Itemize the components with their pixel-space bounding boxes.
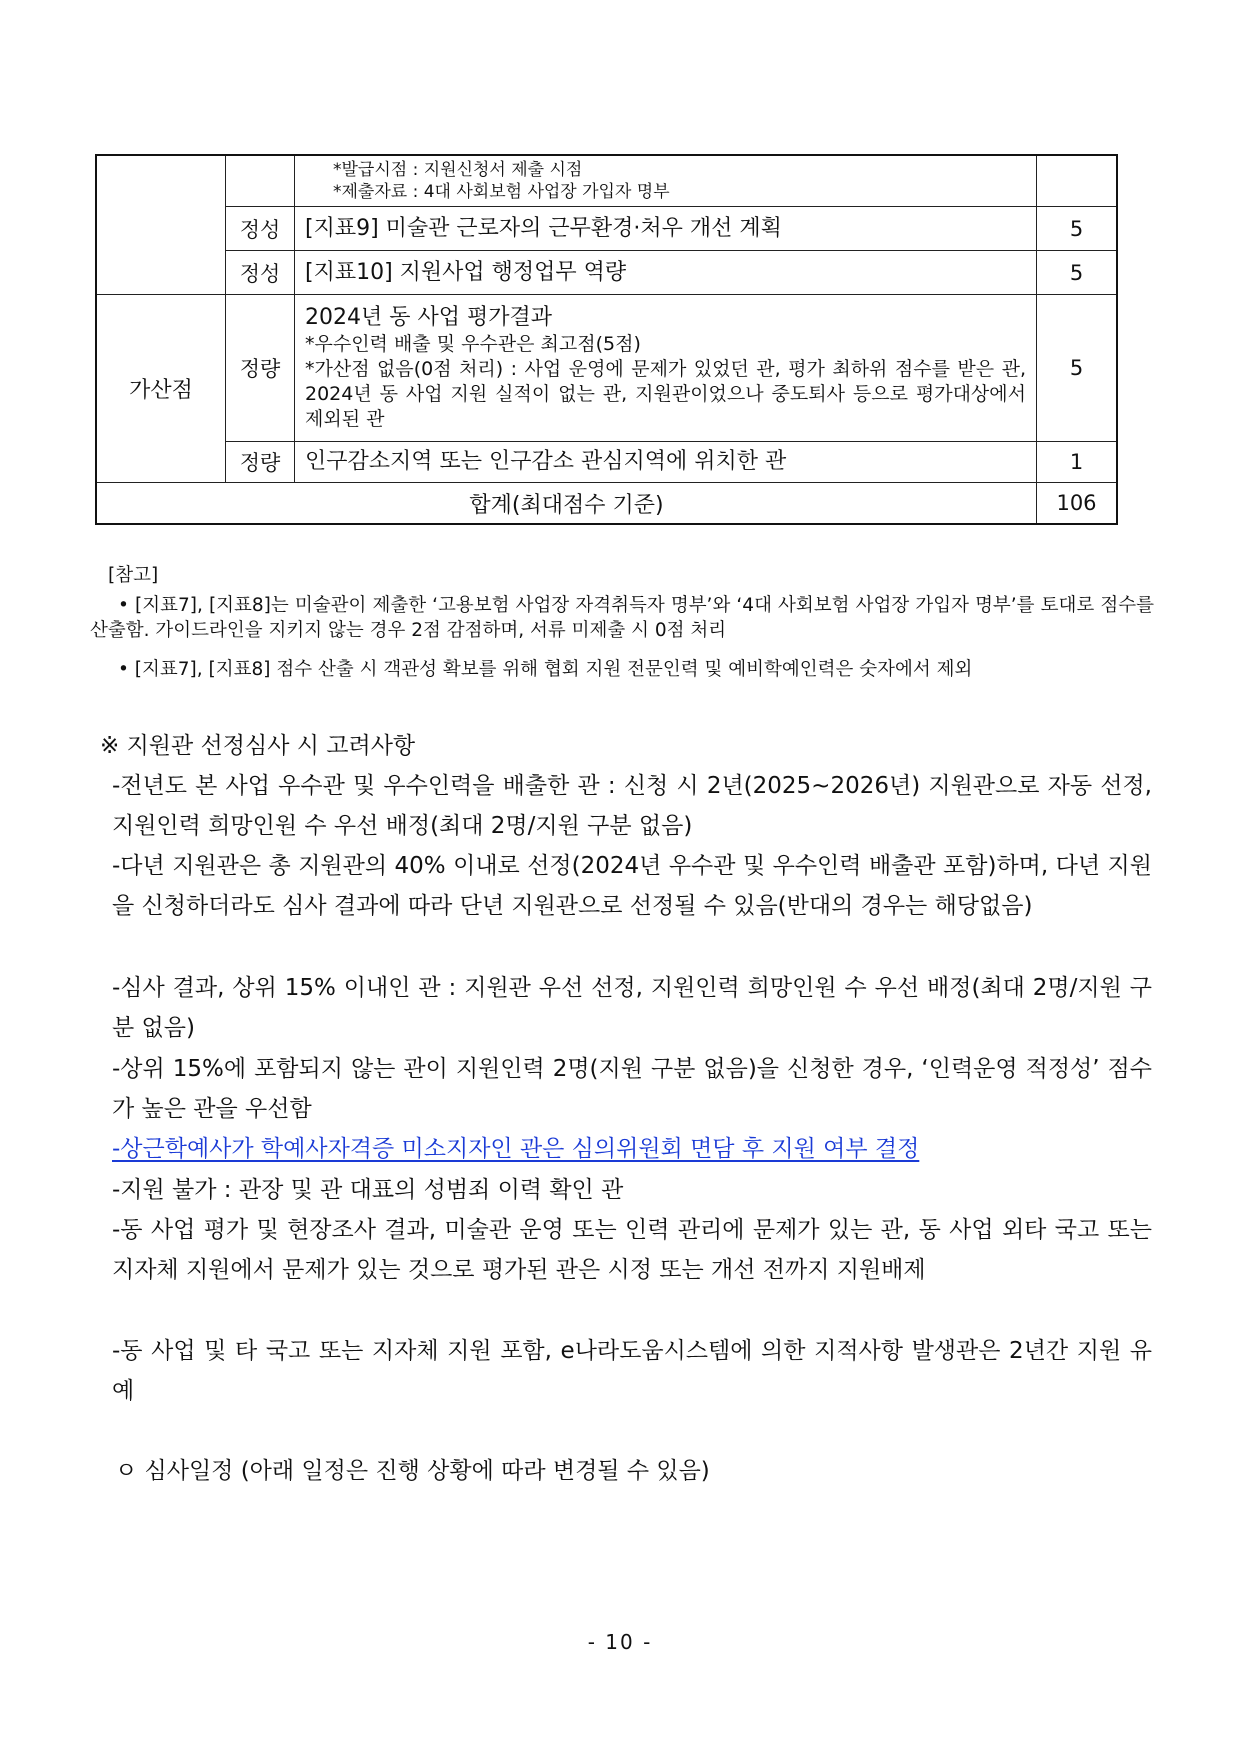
table-row <box>96 442 1117 483</box>
total-row <box>96 483 1117 525</box>
consideration-item: -지원 불가 : 관장 및 관 대표의 성범죄 이력 확인 관 <box>112 1177 624 1203</box>
total-label: 합계(최대점수 기준) <box>96 483 1037 525</box>
desc-cell: [지표10] 지원사업 행정업무 역량 <box>295 251 1037 295</box>
page-number: - 10 - <box>587 1630 653 1654</box>
type-cell: 정성 <box>226 251 295 295</box>
consideration-item: -전년도 본 사업 우수관 및 우수인력을 배출한 관 : 신청 시 2년(2025~2026년) 지원관으로 자동 선정, 지원인력 희망인원 수 우선 배정(최대 2명/지원 구분 없음) <box>112 773 1152 839</box>
consideration-item: -동 사업 및 타 국고 또는 지자체 지원 포함, e나라도움시스템에 의한 지적사항 발생관은 2년간 지원 유예 <box>112 1338 1152 1404</box>
consideration-item: -상위 15%에 포함되지 않는 관이 지원인력 2명(지원 구분 없음)을 신청한 경우, ‘인력운영 적정성’ 점수가 높은 관을 우선함 <box>112 1056 1152 1122</box>
table-row <box>96 155 1117 207</box>
reference-item: • [지표7], [지표8]는 미술관이 제출한 ‘고용보험 사업장 자격취득자 명부’와 ‘4대 사회보험 사업장 가입자 명부’를 토대로 점수를 산출함. 가이드라인을 지키지 않는 경우 2점 감점하며, 서류 미제출 시 0점 처리 <box>90 595 1154 641</box>
reference-title: [참고] <box>108 565 159 586</box>
consideration-item: -동 사업 평가 및 현장조사 결과, 미술관 운영 또는 인력 관리에 문제가 있는 관, 동 사업 외타 국고 또는 지자체 지원에서 문제가 있는 것으로 평가된 관은 시정 또는 개선 전까지 지원배제 <box>112 1217 1152 1283</box>
score-cell: 5 <box>1037 207 1118 251</box>
evaluation-table <box>95 154 1118 525</box>
total-score: 106 <box>1037 483 1118 525</box>
type-cell <box>226 155 295 207</box>
score-cell: 5 <box>1037 295 1118 442</box>
table-row <box>96 295 1117 442</box>
bonus-note-2: *가산점 없음(0점 처리) : 사업 운영에 문제가 있었던 관, 평가 최하위 점수를 받은 관, 2024년 동 사업 지원 실적이 없는 관, 지원관이었으나 중도퇴사 등으로 평가대상에서 제외된 관 <box>305 358 1026 430</box>
considerations-heading: ※ 지원관 선정심사 시 고려사항 <box>100 733 416 759</box>
desc-cell <box>295 295 1037 442</box>
type-cell: 정량 <box>226 295 295 442</box>
bonus-note-1: *우수인력 배출 및 우수관은 최고점(5점) <box>305 333 641 355</box>
consideration-item: -다년 지원관은 총 지원관의 40% 이내로 선정(2024년 우수관 및 우수인력 배출관 포함)하며, 다년 지원을 신청하더라도 심사 결과에 따라 단년 지원관으로 선정될 수 있음(반대의 경우는 해당없음) <box>112 853 1152 919</box>
score-cell <box>1037 155 1118 207</box>
submission-doc-note: *제출자료 : 4대 사회보험 사업장 가입자 명부 <box>333 182 670 202</box>
desc-cell: 인구감소지역 또는 인구감소 관심지역에 위치한 관 <box>295 442 1037 483</box>
table-row <box>96 251 1117 295</box>
reference-item: • [지표7], [지표8] 점수 산출 시 객관성 확보를 위해 협회 지원 전문인력 및 예비학예인력은 숫자에서 제외 <box>118 659 973 680</box>
desc-cell: [지표9] 미술관 근로자의 근무환경·처우 개선 계획 <box>295 207 1037 251</box>
consideration-item: -심사 결과, 상위 15% 이내인 관 : 지원관 우선 선정, 지원인력 희망인원 수 우선 배정(최대 2명/지원 구분 없음) <box>112 975 1152 1041</box>
score-cell: 1 <box>1037 442 1118 483</box>
consideration-item-highlighted: -상근학예사가 학예사자격증 미소지자인 관은 심의위원회 면담 후 지원 여부 결정 <box>112 1136 920 1162</box>
score-cell: 5 <box>1037 251 1118 295</box>
issue-time-note: *발급시점 : 지원신청서 제출 시점 <box>333 160 583 180</box>
bonus-title: 2024년 동 사업 평가결과 <box>305 305 552 330</box>
type-cell: 정량 <box>226 442 295 483</box>
schedule-heading: ㅇ 심사일정 (아래 일정은 진행 상황에 따라 변경될 수 있음) <box>115 1458 710 1484</box>
category-cell: 가산점 <box>96 295 226 483</box>
desc-cell <box>295 155 1037 207</box>
table-row <box>96 207 1117 251</box>
type-cell: 정성 <box>226 207 295 251</box>
category-cell <box>96 155 226 295</box>
